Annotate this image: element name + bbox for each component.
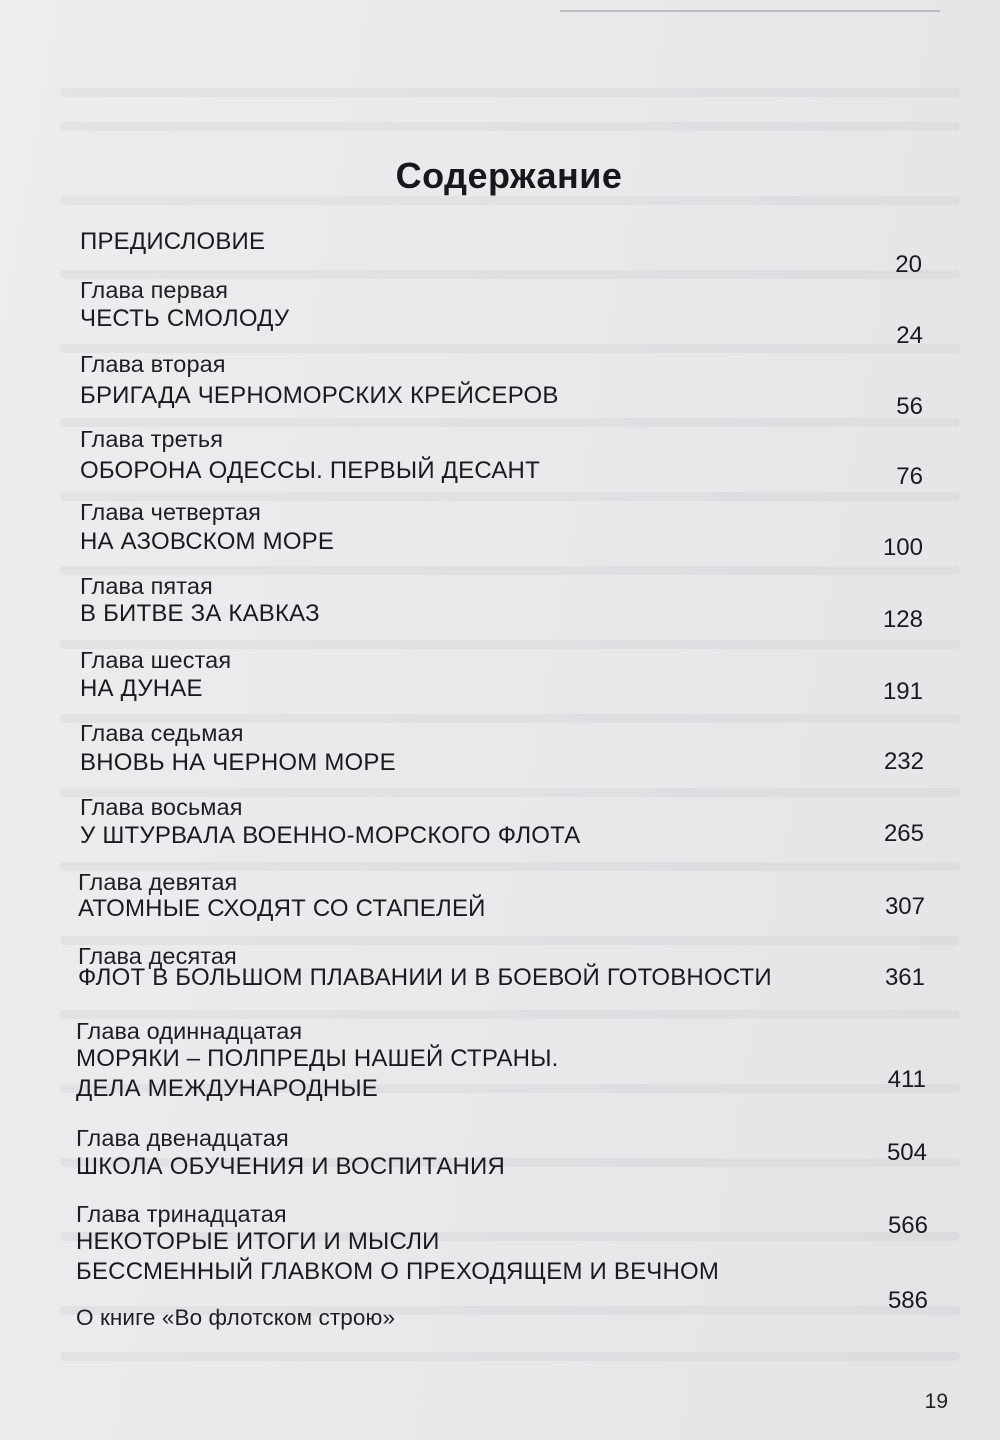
chapter-label: Глава вторая: [80, 351, 226, 377]
toc-entry-title: ЧЕСТЬ СМОЛОДУ: [80, 305, 290, 332]
toc-entry-title-line-2: ДЕЛА МЕЖДУНАРОДНЫЕ: [76, 1075, 379, 1102]
chapter-label: Глава двенадцатая: [76, 1125, 289, 1151]
toc-entry-title: НЕКОТОРЫЕ ИТОГИ И МЫСЛИ: [76, 1228, 440, 1255]
toc-entry-page: 100: [882, 534, 923, 561]
toc-entry-page: 586: [887, 1287, 928, 1314]
chapter-label: Глава седьмая: [80, 720, 244, 746]
toc-entry-page: 56: [896, 393, 923, 420]
page-title: Содержание: [395, 155, 623, 196]
toc-entry-title: ПРЕДИСЛОВИЕ: [80, 228, 266, 255]
toc-entry-page: 265: [883, 820, 924, 847]
toc-entry-page: 361: [884, 964, 925, 991]
chapter-label: Глава третья: [80, 426, 224, 452]
toc-entry-title: ФЛОТ В БОЛЬШОМ ПЛАВАНИИ И В БОЕВОЙ ГОТОВНОСТИ: [78, 964, 772, 991]
toc-entry-title: МОРЯКИ – ПОЛПРЕДЫ НАШЕЙ СТРАНЫ.: [76, 1045, 559, 1072]
toc-entry-page: 191: [882, 678, 923, 705]
toc-entry-title: В БИТВЕ ЗА КАВКАЗ: [80, 600, 320, 627]
toc-entry-title: БРИГАДА ЧЕРНОМОРСКИХ КРЕЙСЕРОВ: [80, 382, 559, 409]
toc-entry-page: 566: [887, 1212, 928, 1239]
page-number: 19: [924, 1390, 948, 1413]
toc-entry-page: 20: [895, 251, 922, 278]
toc-entry-subtitle: О книге «Во флотском строю»: [76, 1305, 396, 1330]
toc-entry-title: ОБОРОНА ОДЕССЫ. ПЕРВЫЙ ДЕСАНТ: [80, 457, 540, 484]
toc-entry-page: 76: [896, 463, 923, 490]
chapter-label: Глава первая: [80, 277, 229, 303]
chapter-label: Глава десятая: [78, 943, 237, 969]
toc-entry-title: АТОМНЫЕ СХОДЯТ СО СТАПЕЛЕЙ: [78, 895, 486, 922]
toc-entry-page: 232: [883, 748, 924, 775]
toc-entry-title: НА АЗОВСКОМ МОРЕ: [80, 528, 335, 555]
chapter-label: Глава четвертая: [80, 499, 261, 525]
chapter-label: Глава пятая: [80, 573, 213, 599]
toc-entry-page: 24: [896, 322, 923, 349]
toc-entry-title: ВНОВЬ НА ЧЕРНОМ МОРЕ: [80, 749, 396, 776]
toc-entry-page: 411: [887, 1066, 926, 1093]
toc-entry-title: БЕССМЕННЫЙ ГЛАВКОМ О ПРЕХОДЯЩЕМ И ВЕЧНОМ: [76, 1258, 720, 1285]
chapter-label: Глава тринадцатая: [76, 1201, 287, 1227]
toc-entry-title: НА ДУНАЕ: [80, 675, 203, 702]
toc-entry-page: 128: [882, 606, 923, 633]
toc-entry-title: ШКОЛА ОБУЧЕНИЯ И ВОСПИТАНИЯ: [76, 1153, 506, 1180]
chapter-label: Глава одиннадцатая: [76, 1018, 303, 1044]
toc-entry-page: 307: [884, 893, 925, 920]
chapter-label: Глава девятая: [78, 869, 238, 895]
toc-entry-page: 504: [886, 1139, 927, 1166]
toc-entry-title: У ШТУРВАЛА ВОЕННО-МОРСКОГО ФЛОТА: [80, 822, 581, 849]
chapter-label: Глава шестая: [80, 647, 232, 673]
chapter-label: Глава восьмая: [80, 794, 243, 820]
